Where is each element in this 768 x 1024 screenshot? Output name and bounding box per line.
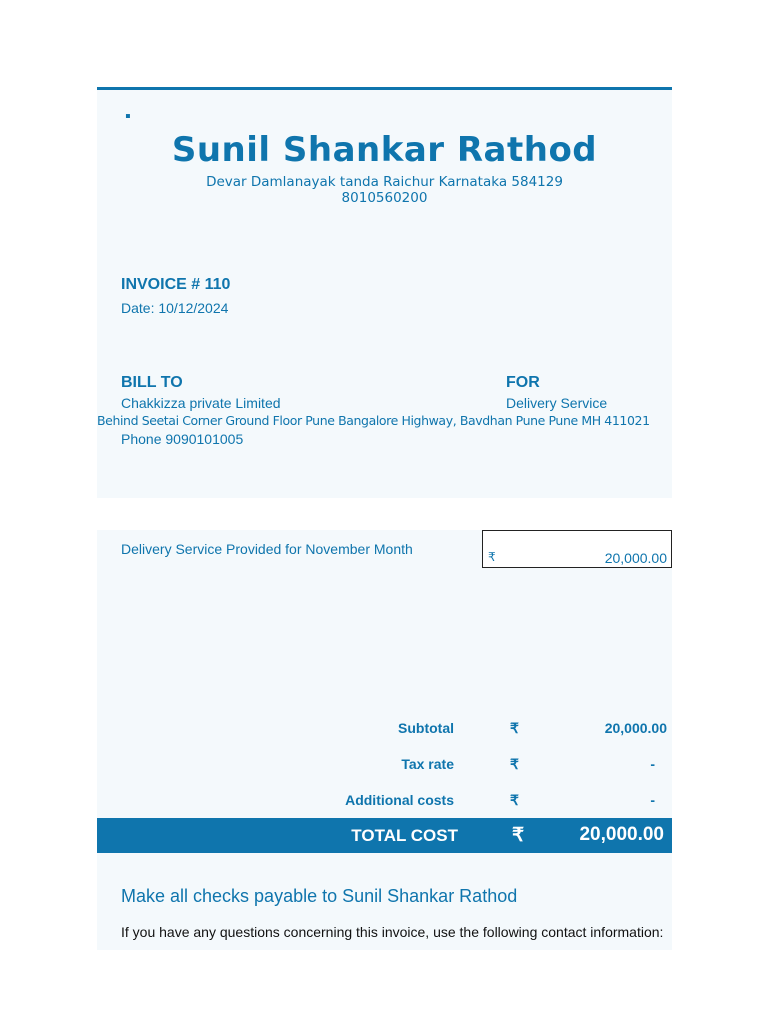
total-cost-label: TOTAL COST: [351, 826, 458, 845]
checks-payable-note: Make all checks payable to Sunil Shankar Rathod: [121, 886, 518, 906]
bill-to-address: Behind Seetai Corner Ground Floor Pune Bangalore Highway, Bavdhan Pune Pune MH 411021: [97, 413, 650, 428]
bill-to-phone: Phone 9090101005: [121, 431, 244, 447]
for-value: Delivery Service: [506, 395, 608, 411]
line-item-amount: 20,000.00: [604, 550, 667, 566]
tax-rate-currency: ₹: [510, 756, 519, 772]
bill-to-company: Chakkizza private Limited: [121, 395, 281, 411]
sender-name: Sunil Shankar Rathod: [171, 130, 598, 170]
total-cost-value: 20,000.00: [579, 824, 664, 845]
tax-rate-label: Tax rate: [401, 756, 454, 772]
line-item-description: Delivery Service Provided for November Month: [121, 541, 413, 557]
bill-to-heading: BILL TO: [121, 374, 183, 391]
total-cost-currency: ₹: [512, 825, 525, 846]
subtotal-label: Subtotal: [398, 720, 454, 736]
line-item-amount-cell[interactable]: [482, 530, 672, 568]
line-item-currency: ₹: [488, 550, 496, 564]
bullet-marker: ▪: [125, 108, 131, 125]
subtotal-value: 20,000.00: [604, 720, 667, 736]
invoice-number: INVOICE # 110: [121, 276, 231, 293]
additional-costs-currency: ₹: [510, 792, 519, 808]
sender-phone: 8010560200: [341, 190, 428, 206]
tax-rate-value: -: [650, 756, 655, 772]
contact-note: If you have any questions concerning this invoice, use the following contact information:: [121, 924, 664, 940]
sender-address: Devar Damlanayak tanda Raichur Karnataka 584129: [206, 174, 563, 190]
invoice-date: Date: 10/12/2024: [121, 300, 229, 316]
subtotal-currency: ₹: [510, 720, 519, 736]
additional-costs-label: Additional costs: [345, 792, 454, 808]
for-heading: FOR: [506, 374, 540, 391]
additional-costs-value: -: [650, 792, 655, 808]
